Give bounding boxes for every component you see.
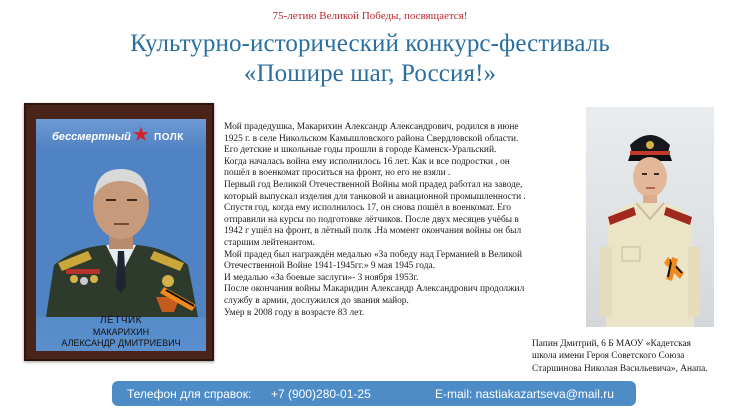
contact-phone-link[interactable]: +7 (900)280-01-25 [271, 387, 371, 401]
portrait-frame [24, 103, 214, 361]
story-line: Первый год Великой Отечественной Войны мой прадед работал на заводе, [224, 179, 523, 190]
red-star-icon: ★ [132, 124, 150, 146]
story-line: 1925 г. в селе Никольском Камышловского района Свердловской области. [224, 133, 519, 144]
poster-logo-text-right: ПОЛК [154, 132, 184, 143]
story-line: старшим лейтенантом. [224, 237, 315, 248]
story-line: Спустя год, когда ему исполнилось 17, он снова пошёл в военкомат. Его [224, 203, 512, 214]
contact-label: Телефон для справок: [127, 387, 252, 401]
story-line: Мой прадед был награждён медалью «За победу над Германией в Великой [224, 249, 522, 260]
story-line: Мой прадедушка, Макарихин Александр Александрович, родился в июне [224, 122, 519, 132]
cadet-portrait-image [586, 107, 714, 327]
page-title-line-1: Культурно-исторический конкурс-фестиваль [130, 30, 610, 57]
contact-bar [112, 381, 636, 406]
caption-line: Старшинова Николая Васильевича», Анапа. [532, 363, 708, 374]
poster-name [36, 327, 206, 349]
story-line: отправили на курсы по подготовке лётчиков. После двух месяцев учёбы в [224, 214, 519, 225]
page-title-line-2: «Пошире шаг, Россия!» [243, 60, 497, 87]
story-line: 1942 г ушёл на фронт, в лётный полк .На момент окончания войны он был [224, 226, 522, 237]
veteran-portrait-image [36, 147, 206, 317]
story-line: Умер в 2008 году в возрасте 83 лет. [224, 307, 365, 318]
caption-line: Папин Дмитрий, 6 Б МАОУ «Кадетская [532, 339, 691, 349]
contact-email-link[interactable]: E-mail: nastiakazartseva@mail.ru [435, 387, 614, 401]
story-line: пошёл в военкомат проситься на фронт, но его не взяли . [224, 168, 451, 179]
story-line: После окончания войны Макаридин Александр Александрович продолжил [224, 284, 525, 295]
dedication-text: 75-летию Великой Победы, посвящается! [272, 10, 468, 22]
poster-rank: ЛЁТЧИК [99, 315, 143, 326]
story-line: который выпускал изделия для танковой и авиационной промышленности . [224, 191, 526, 202]
poster-logo-text: бессмертный [52, 131, 131, 143]
story-line: И медалью «За боевые заслуги»- 3 ноября 1953г. [224, 272, 419, 283]
story-line: Его детские и школьные годы прошли в городе Каменск-Уральский. [224, 145, 497, 156]
student-photo [586, 107, 714, 327]
poster-given-names: АЛЕКСАНДР ДМИТРИЕВИЧ [61, 338, 181, 348]
story-line: службу в армии, дослужился до звания майор. [224, 295, 409, 306]
story-text [224, 122, 580, 319]
story-line: Когда началась война ему исполнилось 16 лет. Как и все подростки , он [224, 156, 510, 167]
poster-surname: МАКАРИХИН [92, 327, 150, 337]
story-line: Отечественной Войне 1941-1945гг.» 9 мая 1945 года. [224, 261, 435, 272]
student-caption [532, 338, 740, 375]
caption-line: школа имени Героя Советского Союза [532, 351, 685, 362]
immortal-regiment-poster [36, 119, 206, 351]
